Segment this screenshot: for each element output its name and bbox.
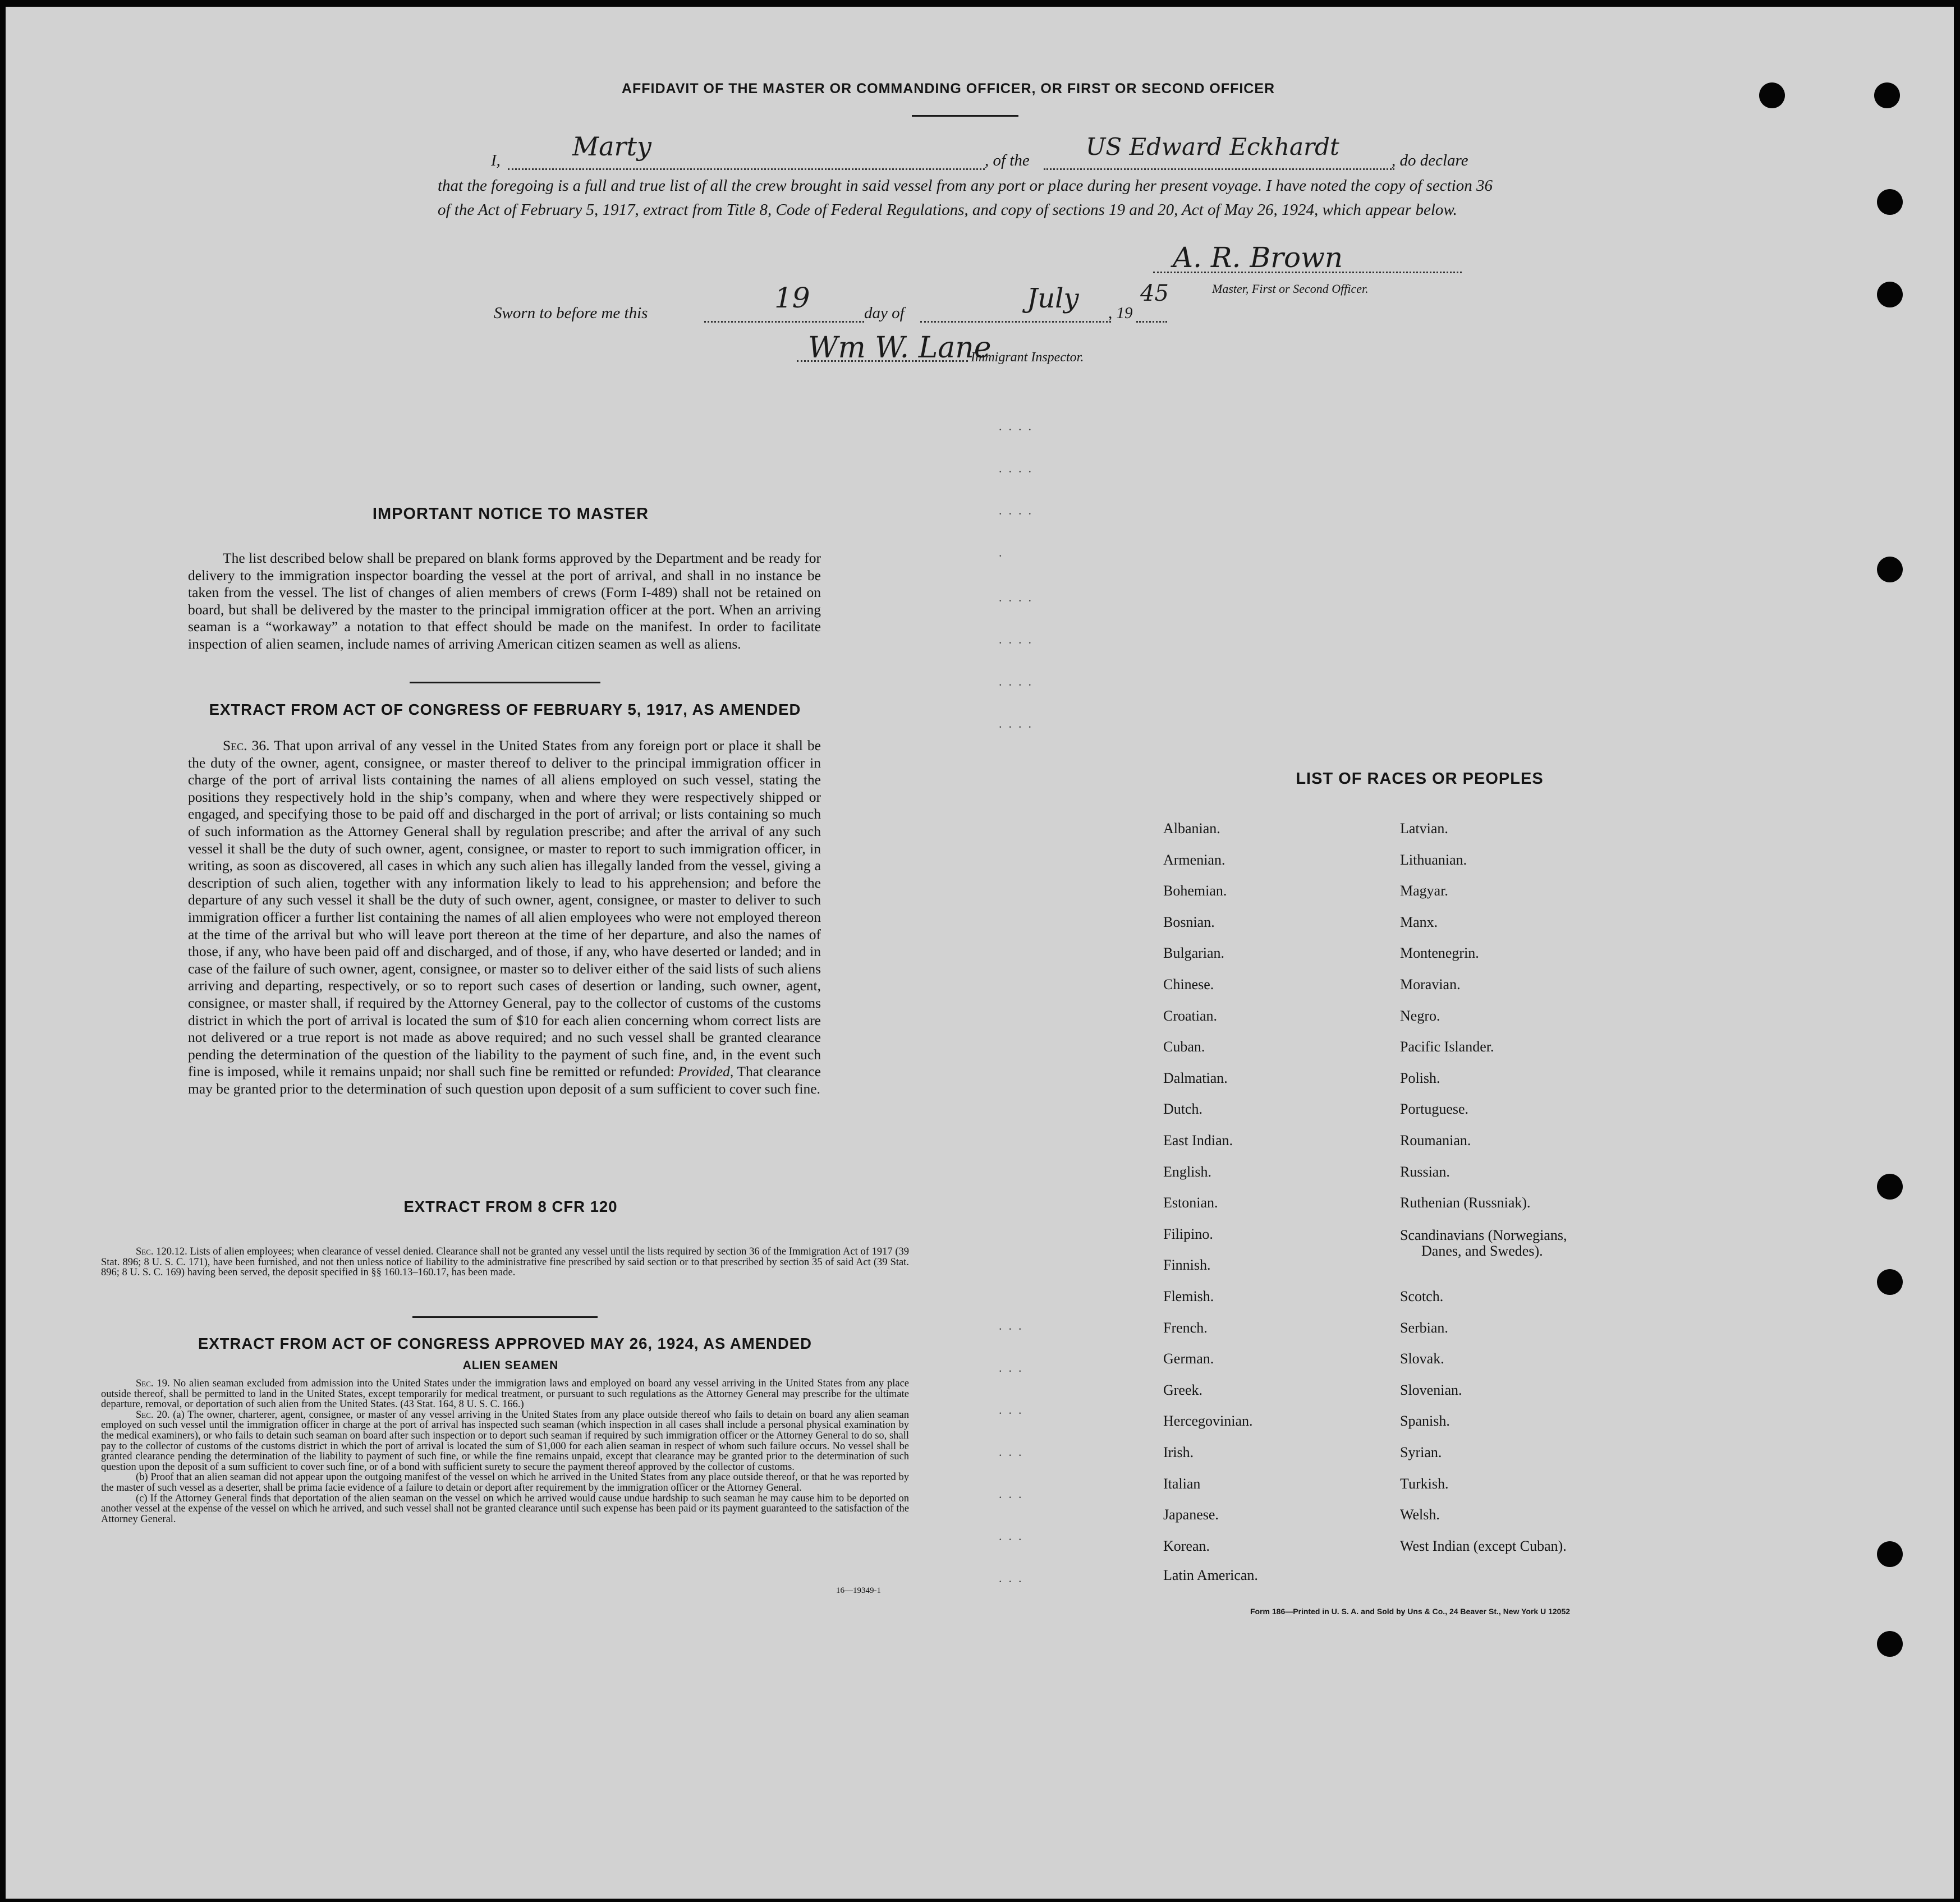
punch-hole-icon bbox=[1877, 189, 1903, 215]
punch-hole-icon bbox=[1759, 82, 1785, 108]
divider bbox=[412, 1316, 598, 1318]
affidavit-declare: , do declare bbox=[1392, 151, 1468, 169]
race-item: Chinese. bbox=[1163, 976, 1214, 993]
provided-word: Provided, bbox=[678, 1063, 734, 1080]
notice-body: The list described below shall be prepared on blank forms approved by the Department and be ready for delivery to the immigration inspector boarding the vessel at the port of arrival, and shall in no instance be taken from the vessel. The list of changes of alien members of crews (Form I-489) shall not be retained on board, but shall be delivered by the master to the principal immigration officer at the port. When an arriving seaman is a “workaway” a notation to that effect should be made on the manifest. In order to facilitate inspection of alien seamen, include names of arriving American citizen seamen as well as aliens. bbox=[188, 550, 821, 652]
punch-hole-icon bbox=[1877, 1541, 1903, 1567]
race-item: Dalmatian. bbox=[1163, 1070, 1228, 1086]
handwritten-year: 45 bbox=[1140, 281, 1169, 306]
race-item: German. bbox=[1163, 1350, 1214, 1367]
year-prefix: , 19 bbox=[1108, 304, 1133, 322]
races-title: LIST OF RACES OR PEOPLES bbox=[1296, 770, 1544, 788]
race-item: Bulgarian. bbox=[1163, 945, 1225, 961]
sec-20c: (c) If the Attorney General finds that deportation of the alien seaman on the vessel on which he arrived would cause undue hardship to such seaman he may cause him to be deported on another vessel at the expense of the vessel on which he arrived, and such vessel shall not be granted clearance until such expense has been paid or its payment guaranteed to the satisfaction of the Attorney General. bbox=[101, 1492, 909, 1525]
race-item: Manx. bbox=[1400, 914, 1438, 930]
sec-20-label: Sec. 20. bbox=[136, 1409, 170, 1421]
notice-title: IMPORTANT NOTICE TO MASTER bbox=[372, 505, 649, 523]
race-item: Finnish. bbox=[1163, 1257, 1211, 1273]
race-item: Ruthenian (Russniak). bbox=[1400, 1195, 1531, 1211]
race-item: Portuguese. bbox=[1400, 1101, 1469, 1117]
extract-1924-subtitle: ALIEN SEAMEN bbox=[462, 1359, 559, 1372]
punch-hole-icon bbox=[1877, 557, 1903, 582]
day-of-text: day of bbox=[864, 304, 905, 322]
race-item: Armenian. bbox=[1163, 852, 1225, 868]
sec-19 bbox=[101, 1379, 909, 1410]
affidavit-body: that the foregoing is a full and true list of all the crew brought in said vessel from any port or place during her present voyage. I have noted the copy of section 36 of the Act of February 5, 1917, extract from Title 8, Code of Federal Regulations, and copy of sections 19 and 20, Act of May 26, 1924, which appear below. bbox=[438, 177, 1493, 219]
dot-leader: .... bbox=[999, 419, 1038, 433]
race-item: Scotch. bbox=[1400, 1288, 1444, 1304]
race-item: Estonian. bbox=[1163, 1195, 1218, 1211]
inspector-line bbox=[797, 349, 968, 362]
sec-20a-text: (a) The owner, charterer, agent, consignee, or master of any vessel arriving in the United States from any place outside thereof who fails to detain on board any alien seaman employed on such vessel until the immigration officer in charge at the port of arrival has inspected such seaman (which inspection in all cases shall include a personal physical examination by the medical examiners), or who fails to detain such seaman on board after such inspection or to deport such seaman if required by such immigration officer or the Attorney General to do so, shall pay to the collector of customs of the customs district in which the port of arrival is located the sum of $1,000 for each alien seaman in respect of whom such failure occurs. No vessel shall be granted clearance pending the determination of the liability to payment of such fine, or while the fine remains unpaid, except that clearance may be granted prior to the determination of such question upon the deposit of a sum sufficient to cover such fine, or of a bond with sufficient surety to secure the payment thereof approved by the collector of customs. bbox=[101, 1409, 909, 1473]
sec-19-text: No alien seaman excluded from admission into the United States under the immigration laws and employed on board any vessel arriving in the United States from any place outside thereof, shall be permitted to land in the United States, except temporarily for medical treatment, or pursuant to such regulations as the Attorney General may prescribe for the ultimate departure, removal, or deportation of such alien from the United States. (43 Stat. 164, 8 U. S. C. 166.) bbox=[101, 1378, 910, 1411]
sec-36-label: Sec. 36. bbox=[223, 737, 270, 754]
punch-hole-icon bbox=[1877, 1631, 1903, 1657]
race-item: Cuban. bbox=[1163, 1039, 1205, 1055]
race-item: Bosnian. bbox=[1163, 914, 1215, 930]
race-item: Lithuanian. bbox=[1400, 852, 1467, 868]
race-item: Serbian. bbox=[1400, 1320, 1448, 1336]
handwritten-month: July bbox=[1027, 283, 1079, 314]
inspector-label: Immigrant Inspector. bbox=[971, 350, 1084, 365]
race-item: Pacific Islander. bbox=[1400, 1039, 1494, 1055]
master-signature: A. R. Brown bbox=[1173, 241, 1343, 274]
cfr-sec-label: Sec. 120.12. bbox=[136, 1246, 187, 1257]
cfr-title: EXTRACT FROM 8 CFR 120 bbox=[403, 1198, 618, 1215]
race-item: Slovak. bbox=[1400, 1350, 1444, 1367]
month-line bbox=[920, 304, 1111, 323]
dot-leader: ... bbox=[999, 1403, 1029, 1417]
race-item: Bohemian. bbox=[1163, 883, 1227, 899]
handwritten-day: 19 bbox=[774, 282, 810, 314]
sec-36-text-b: That clearance may be granted prior to the determination of such question upon deposit of a sum sufficient to cover such fine. bbox=[188, 1063, 821, 1097]
sworn-text: Sworn to before me this bbox=[494, 304, 648, 322]
divider bbox=[912, 115, 1018, 117]
race-item: Hercegovinian. bbox=[1163, 1413, 1253, 1429]
race-item: Syrian. bbox=[1400, 1444, 1442, 1460]
race-item: Polish. bbox=[1400, 1070, 1440, 1086]
race-item: Albanian. bbox=[1163, 820, 1220, 837]
extract-1924-body bbox=[101, 1379, 909, 1524]
race-item: Irish. bbox=[1163, 1444, 1194, 1460]
race-item: Montenegrin. bbox=[1400, 945, 1479, 961]
race-item: Turkish. bbox=[1400, 1476, 1449, 1492]
sec-20b: (b) Proof that an alien seaman did not appear upon the outgoing manifest of the vessel on which he arrived in the United States from any place outside thereof, or that he was reported by the master of such vessel as a deserter, shall be prima facie evidence of a failure to detain or deport after requirement by the immigration officer or the Attorney General. bbox=[101, 1472, 909, 1494]
year-line bbox=[1136, 304, 1167, 323]
race-item: West Indian (except Cuban). bbox=[1400, 1538, 1567, 1554]
race-item: Italian bbox=[1163, 1476, 1201, 1492]
dot-leader: ... bbox=[999, 1571, 1029, 1585]
form-footer: Form 186—Printed in U. S. A. and Sold by Uns & Co., 24 Beaver St., New York U 12052 bbox=[1250, 1607, 1571, 1616]
punch-hole-icon bbox=[1877, 1174, 1903, 1200]
race-item: Magyar. bbox=[1400, 883, 1448, 899]
race-item: Filipino. bbox=[1163, 1226, 1213, 1242]
cfr-text: Lists of alien employees; when clearance of vessel denied. Clearance shall not be granted any vessel until the lists required by section 36 of the Immigration Act of 1917 (39 Stat. 896; 8 U. S. C. 171), have been furnished, and not then unless notice of liability to the administrative fine prescribed by said section or to that prescribed by section 35 of said Act (39 Stat. 896; 8 U. S. C. 169) having been served, the deposit specified in §§ 160.13–160.17, has been made. bbox=[101, 1246, 909, 1279]
master-signature-line bbox=[1153, 266, 1462, 273]
punch-hole-icon bbox=[1877, 1269, 1903, 1295]
dot-leader: ... bbox=[999, 1487, 1029, 1501]
punch-hole-icon bbox=[1874, 82, 1900, 108]
race-item: Welsh. bbox=[1400, 1506, 1440, 1523]
handwritten-name: Marty bbox=[572, 131, 651, 162]
race-item: Russian. bbox=[1400, 1164, 1450, 1180]
race-item: French. bbox=[1163, 1320, 1208, 1336]
race-item: Japanese. bbox=[1163, 1506, 1219, 1523]
extract-1924-title: EXTRACT FROM ACT OF CONGRESS APPROVED MAY 26, 1924, AS AMENDED bbox=[198, 1335, 812, 1352]
sec-36-text-a: That upon arrival of any vessel in the United States from any foreign port or place it shall be the duty of the owner, agent, consignee, or master thereof to deliver to the principal immigration officer in charge of the port of arrival lists containing the names of all aliens employed on such vessel, stating the positions they respectively hold in the ship’s company, when and where they were respectively shipped or engaged, and specifying those to be paid off and discharged in the port of arrival; or lists containing so much of such information as the Attorney General shall by regulation prescribe; and after the arrival of any such vessel it shall be the duty of such owner, agent, consignee, or master to report to such immigration officer, in writing, as soon as discovered, all cases in which any such alien has illegally landed from the vessel, giving a description of such alien, together with any information likely to lead to his apprehension; and before the departure of any such vessel it shall be the duty of such owner, agent, consignee, or master to deliver to such immigration officer a further list containing the names of all alien employees who were not employed thereon at the time of the arrival but who will leave port thereon at the time of her departure, and also the names of those, if any, who have been paid off and discharged, and of those, if any, who have deserted or landed; and in case of the failure of such owner, agent, consignee, or master so to deliver either of the said lists of such aliens arriving and departing, respectively, or so to report such cases of desertion or landing, such owner, agent, consignee, or master shall, if required by the Attorney General, pay to the collector of customs of the customs district in which the port of arrival is located the sum of $10 for each alien concerning whom correct lists are not delivered or a true report is not made as above required; and no such vessel shall be granted clearance pending the determination of the question of the liability to the payment of such fine, and, in the event such fine is imposed, while it remains unpaid; nor shall such fine be remitted or refunded: bbox=[188, 737, 821, 1080]
punch-hole-icon bbox=[1877, 282, 1903, 307]
race-item: Dutch. bbox=[1163, 1101, 1203, 1117]
sec-19-label: Sec. 19. bbox=[136, 1378, 170, 1389]
dot-leader: .... bbox=[999, 590, 1038, 604]
races-right-column bbox=[1400, 820, 1681, 1595]
dot-leader: ... bbox=[999, 1318, 1029, 1333]
handwritten-vessel: US Edward Eckhardt bbox=[1086, 133, 1339, 160]
affidavit-i: I, bbox=[491, 151, 501, 169]
form-code: 16—19349-1 bbox=[836, 1586, 881, 1595]
race-item: Croatian. bbox=[1163, 1008, 1218, 1024]
sec-20a bbox=[101, 1410, 909, 1473]
dot-leader: ... bbox=[999, 1361, 1029, 1375]
dot-leader: .... bbox=[999, 716, 1038, 731]
extract-1917-title: EXTRACT FROM ACT OF CONGRESS OF FEBRUARY 5, 1917, AS AMENDED bbox=[209, 701, 801, 718]
race-item: Roumanian. bbox=[1400, 1132, 1471, 1148]
affidavit-of-the: , of the bbox=[985, 151, 1030, 169]
dot-leader: ... bbox=[999, 1529, 1029, 1543]
races-left-column bbox=[1163, 820, 1376, 1595]
divider bbox=[410, 682, 600, 683]
scanned-page bbox=[6, 7, 1954, 1899]
cfr-body bbox=[101, 1247, 909, 1278]
dot-leader: . bbox=[999, 545, 1009, 559]
race-item: East Indian. bbox=[1163, 1132, 1233, 1148]
affidavit-title: AFFIDAVIT OF THE MASTER OR COMMANDING OFFICER, OR FIRST OR SECOND OFFICER bbox=[621, 81, 1275, 97]
dot-leader: .... bbox=[999, 632, 1038, 646]
dot-leader: .... bbox=[999, 503, 1038, 517]
extract-1917-body bbox=[188, 737, 821, 1097]
race-item: English. bbox=[1163, 1164, 1211, 1180]
inspector-signature: Wm W. Lane bbox=[808, 331, 992, 365]
race-item: Greek. bbox=[1163, 1382, 1203, 1398]
master-label: Master, First or Second Officer. bbox=[1212, 282, 1369, 296]
dot-leader: .... bbox=[999, 461, 1038, 475]
race-item: Spanish. bbox=[1400, 1413, 1450, 1429]
dot-leader: .... bbox=[999, 674, 1038, 688]
race-item: Latvian. bbox=[1400, 820, 1448, 837]
race-item: Latin American. bbox=[1163, 1567, 1258, 1583]
race-item: Korean. bbox=[1163, 1538, 1210, 1554]
race-item: Scandinavians (Norwegians, bbox=[1400, 1227, 1567, 1243]
dot-leader: ... bbox=[999, 1445, 1029, 1459]
race-item: Moravian. bbox=[1400, 976, 1461, 993]
race-item: Slovenian. bbox=[1400, 1382, 1462, 1398]
race-item: Flemish. bbox=[1163, 1288, 1214, 1304]
race-item: Negro. bbox=[1400, 1008, 1440, 1024]
race-item: Danes, and Swedes). bbox=[1421, 1243, 1543, 1259]
